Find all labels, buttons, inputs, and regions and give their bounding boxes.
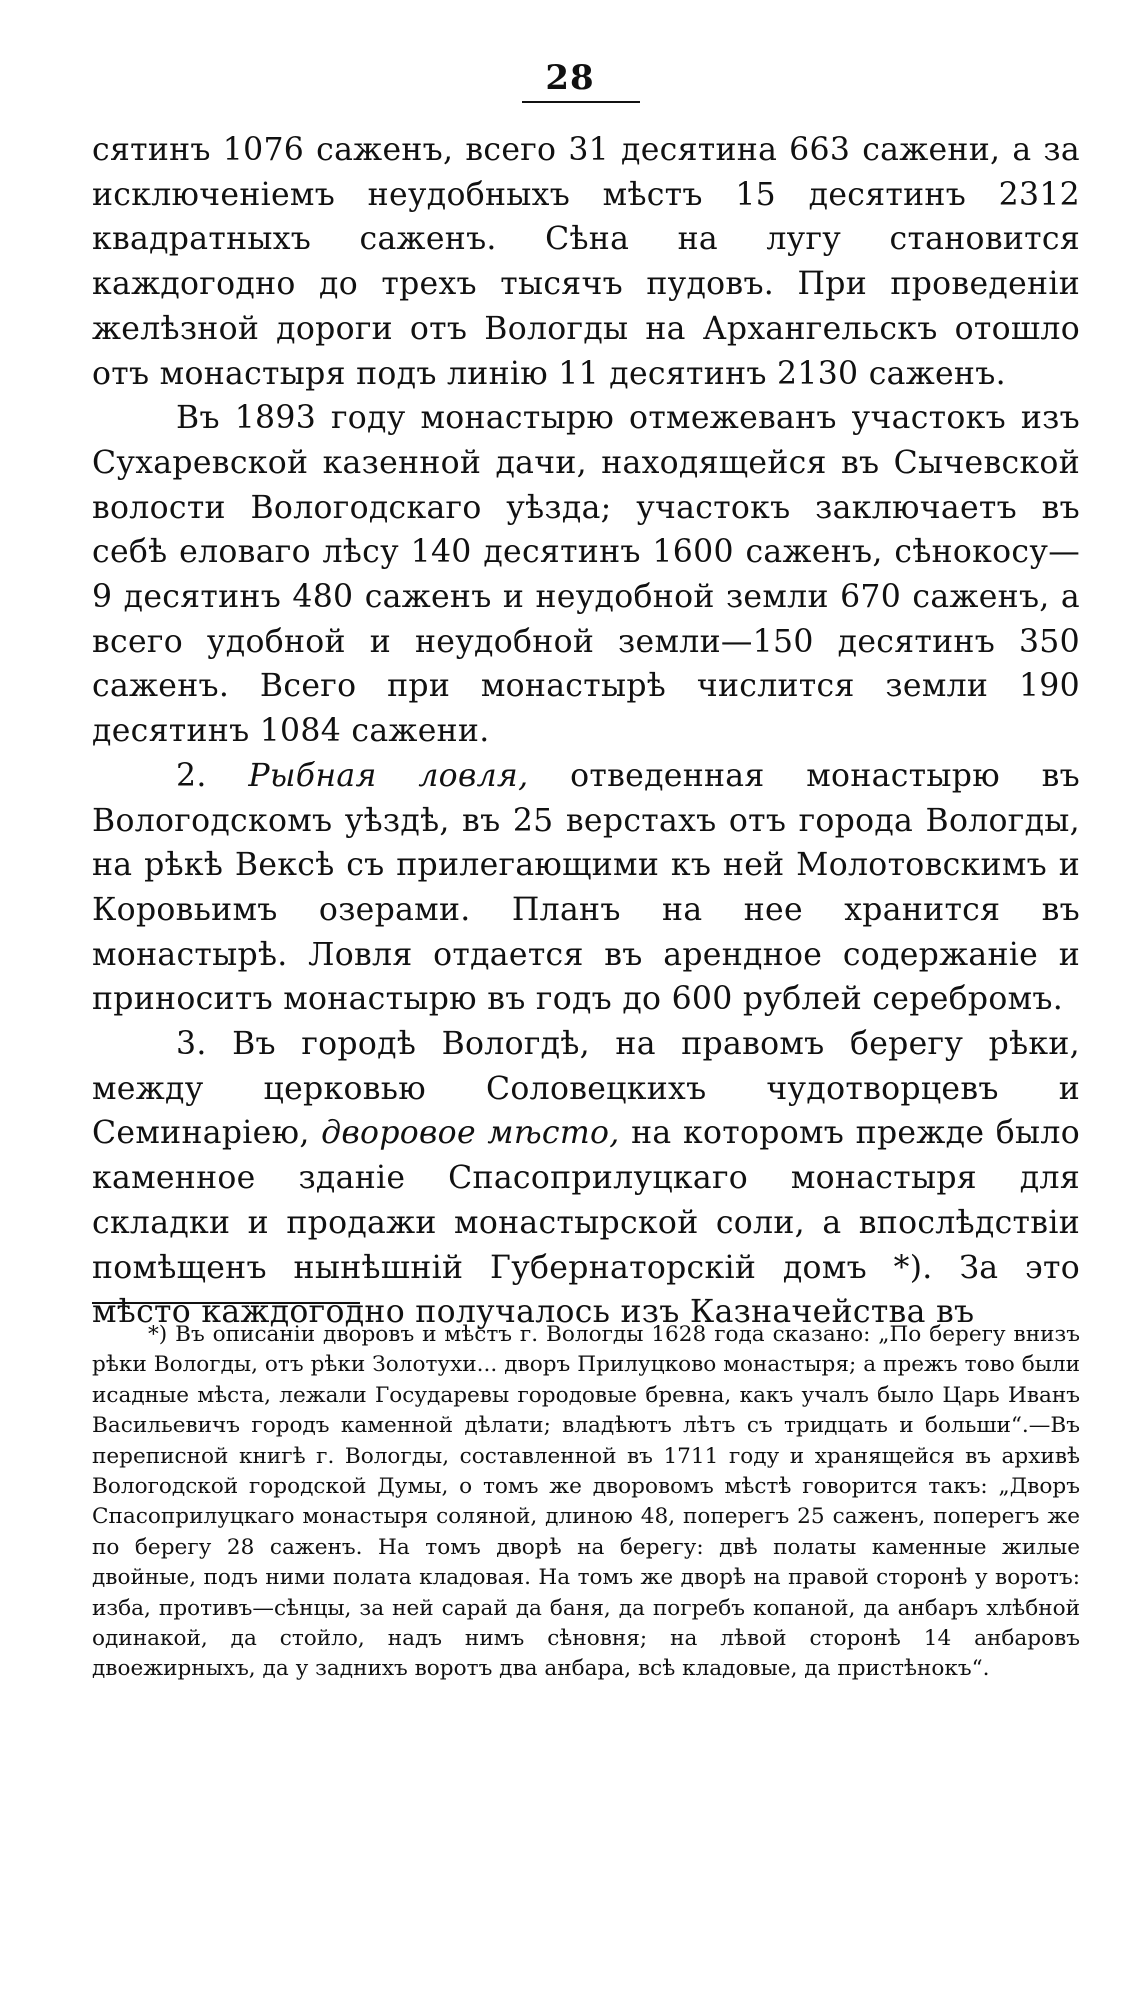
paragraph-court-place-emphasis: дворовое мѣсто, bbox=[321, 1115, 620, 1152]
paragraph-sukharevskaya-plot: Въ 1893 году монастырю отмежеванъ участокъ изъ Сухаревской казенной дачи, находящейся въ Сычевской волости Вологодскаго уѣзда; участокъ заключаетъ въ себѣ еловаго лѣсу 140 десятинъ 1600 саженъ, сѣнокосу—9 десятинъ 480 саженъ и неудобной земли 670 саженъ, а всего удобной и неудобной земли—150 десятинъ 350 саженъ. Всего при монастырѣ числится земли 190 десятинъ 1084 сажени. bbox=[92, 400, 1080, 750]
page-number-underline bbox=[522, 101, 640, 103]
footnotes bbox=[92, 1320, 1080, 1685]
page-number: 28 bbox=[545, 58, 595, 98]
footnote-1: *) Въ описаніи дворовъ и мѣстъ г. Вологды 1628 года сказано: „По берегу внизъ рѣки Вологды, отъ рѣки Золотухи... дворъ Прилуцково монастыря; а прежъ тово были исадные мѣста, лежали Государевы городовые бревна, какъ учалъ было Царь Иванъ Васильевичъ городъ каменной дѣлати; владѣютъ лѣтъ съ тридцать и больши“.—Въ переписной книгѣ г. Вологды, составленной въ 1711 году и хранящейся въ архивѣ Вологодской городской Думы, о томъ же дворовомъ мѣстѣ говорится такъ: „Дворъ Спасоприлуцкаго монастыря соляной, длиною 48, поперегъ 25 саженъ, поперегъ же по берегу 28 саженъ. На томъ дворѣ на берегу: двѣ полаты каменные жилые двойные, подъ ними полата кладовая. На томъ же дворѣ на правой сторонѣ у воротъ: изба, противъ—сѣнцы, за ней сарай да баня, да погребъ копаной, да анбаръ хлѣбной одинакой, да стойло, надъ нимъ сѣновня; на лѣвой сторонѣ 14 анбаровъ двоежирныхъ, да у заднихъ воротъ два анбара, всѣ кладовые, да пристѣнокъ“. bbox=[92, 1322, 1080, 1682]
paragraph-fishing-body: отведенная монастырю въ Вологодскомъ уѣздѣ, въ 25 верстахъ отъ города Вологды, на рѣкѣ Вексѣ съ прилегающими къ ней Молотовскимъ и Коровьимъ озерами. Планъ на нее хранится въ монастырѣ. Ловля отдается въ арендное содержаніе и приноситъ монастырю въ годъ до 600 рублей серебромъ. bbox=[92, 757, 1080, 1018]
paragraph-court-place-body: на которомъ прежде было каменное зданіе Спасоприлуцкаго монастыря для складки и продажи монастырской соли, а впослѣдствіи помѣщенъ нынѣшній Губернаторскій домъ *). За это мѣсто каждогодно получалось изъ Казначейства въ bbox=[92, 1115, 1080, 1331]
main-text bbox=[92, 128, 1080, 1335]
paragraph-fishing-number: 2. bbox=[176, 757, 249, 794]
paragraph-court-place-lead: 3. Въ городѣ Вологдѣ, на правомъ берегу рѣки, между церковью Соловецкихъ чудотворцевъ и Семинаріею, bbox=[92, 1026, 1080, 1152]
paragraph-fishing-emphasis: Рыбная ловля, bbox=[248, 757, 529, 794]
paragraph-fishing bbox=[92, 754, 1080, 1022]
paragraph-land-summary: сятинъ 1076 саженъ, всего 31 десятина 663 сажени, а за исключеніемъ неудобныхъ мѣстъ 15 десятинъ 2312 квадратныхъ саженъ. Сѣна на лугу становится каждогодно до трехъ тысячъ пудовъ. При проведеніи желѣзной дороги отъ Вологды на Архангельскъ отошло отъ монастыря подъ линію 11 десятинъ 2130 саженъ. bbox=[92, 132, 1080, 392]
footnote-divider bbox=[92, 1302, 360, 1304]
paragraph-court-place bbox=[92, 1022, 1080, 1335]
